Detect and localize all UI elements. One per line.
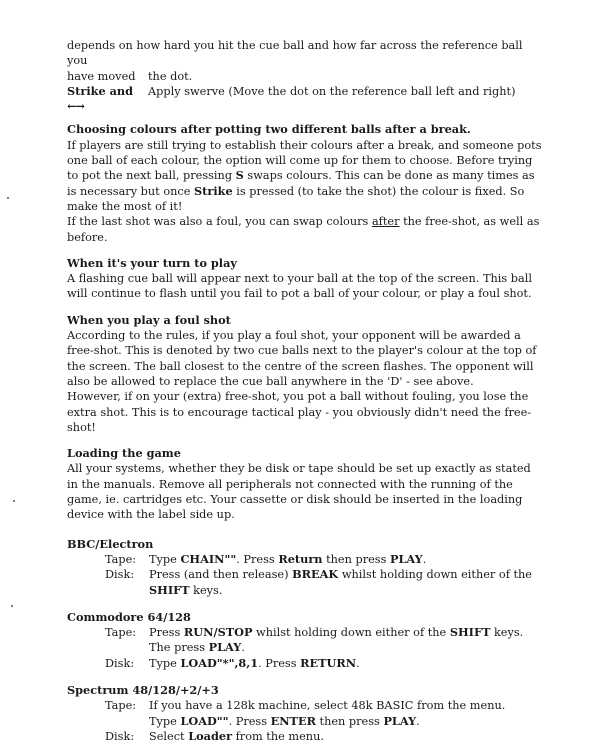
turn-paragraph: A flashing cue ball will appear next to your ball at the top of the screen. This ball will continue to flash until you fail to pot a ball of your colour, or play a foul shot.	[67, 272, 532, 301]
c64-tape-instruction: Tape: Press RUN/STOP whilst holding down either of the SHIFT keys. The press PLAY.	[105, 625, 524, 655]
bbc-tape-instruction: Tape: Type CHAIN"". Press Return then press PLAY.	[105, 551, 427, 566]
strike-text: Apply swerve (Move the dot on the reference ball left and right)	[148, 84, 516, 98]
colours-paragraph-2: If the last shot was also a foul, you can swap colours after the free-shot, as well as before.	[67, 215, 540, 244]
strike-row	[67, 84, 545, 99]
foul-paragraph-2: However, if on your (extra) free-shot, you pot a ball without fouling, you lose the extra shot. This is to encourage tactical play - you obviously didn't need the free-shot!	[67, 390, 532, 434]
strike-label: Strike and	[67, 83, 133, 98]
manual-page	[67, 38, 545, 744]
scan-speck-2	[13, 500, 15, 502]
c64-disk-instruction: Disk: Type LOAD"*",8,1. Press RETURN.	[105, 655, 360, 670]
heading-loading: Loading the game	[67, 446, 181, 461]
platform-c64-title: Commodore 64/128	[67, 609, 191, 624]
heading-choosing-colours: Choosing colours after potting two different balls after a break.	[67, 122, 471, 137]
intro-line-2: have moved the dot.	[67, 69, 193, 83]
colours-paragraph-1: If players are still trying to establish their colours after a break, and someone pots one ball of each colour, the option will come up for them to choose. Before trying to pot the next ball, pressing S swaps colours. This can be done as many times as is necessary but once Strike is pressed (to take the shot) the colour is fixed. So make the most of it!	[67, 138, 542, 213]
intro-line-1: depends on how hard you hit the cue ball and how far across the reference ball you	[67, 39, 523, 68]
spectrum-tape-instruction: Tape: If you have a 128k machine, select 48k BASIC from the menu. Type LOAD"". Press ENTER then press PLAY.	[105, 699, 506, 728]
heading-foul-shot: When you play a foul shot	[67, 312, 231, 327]
left-right-arrows-icon: ←→	[67, 99, 84, 114]
scan-speck-1	[7, 197, 9, 199]
spectrum-disk-instruction: Disk: Select Loader from the menu.	[105, 728, 324, 743]
platform-spectrum-title: Spectrum 48/128/+2/+3	[67, 682, 219, 697]
foul-paragraph-1: According to the rules, if you play a foul shot, your opponent will be awarded a free-shot. This is denoted by two cue balls next to the player's colour at the top of the screen. The ball closest to the centre of the screen flashes. The opponent will also be allowed to replace the cue ball anywhere in the 'D' - see above.	[67, 329, 537, 388]
bbc-disk-instruction: Disk: Press (and then release) BREAK whilst holding down either of the SHIFT keys.	[105, 567, 532, 597]
heading-your-turn: When it's your turn to play	[67, 255, 237, 270]
loading-paragraph: All your systems, whether they be disk or tape should be set up exactly as stated in the manuals. Remove all peripherals not connected with the running of the game, ie. cartridges etc. Your cassette or disk should be inserted in the loading device with the label side up.	[67, 462, 531, 522]
scan-speck-3	[11, 605, 13, 607]
platform-bbc-title: BBC/Electron	[67, 536, 154, 551]
